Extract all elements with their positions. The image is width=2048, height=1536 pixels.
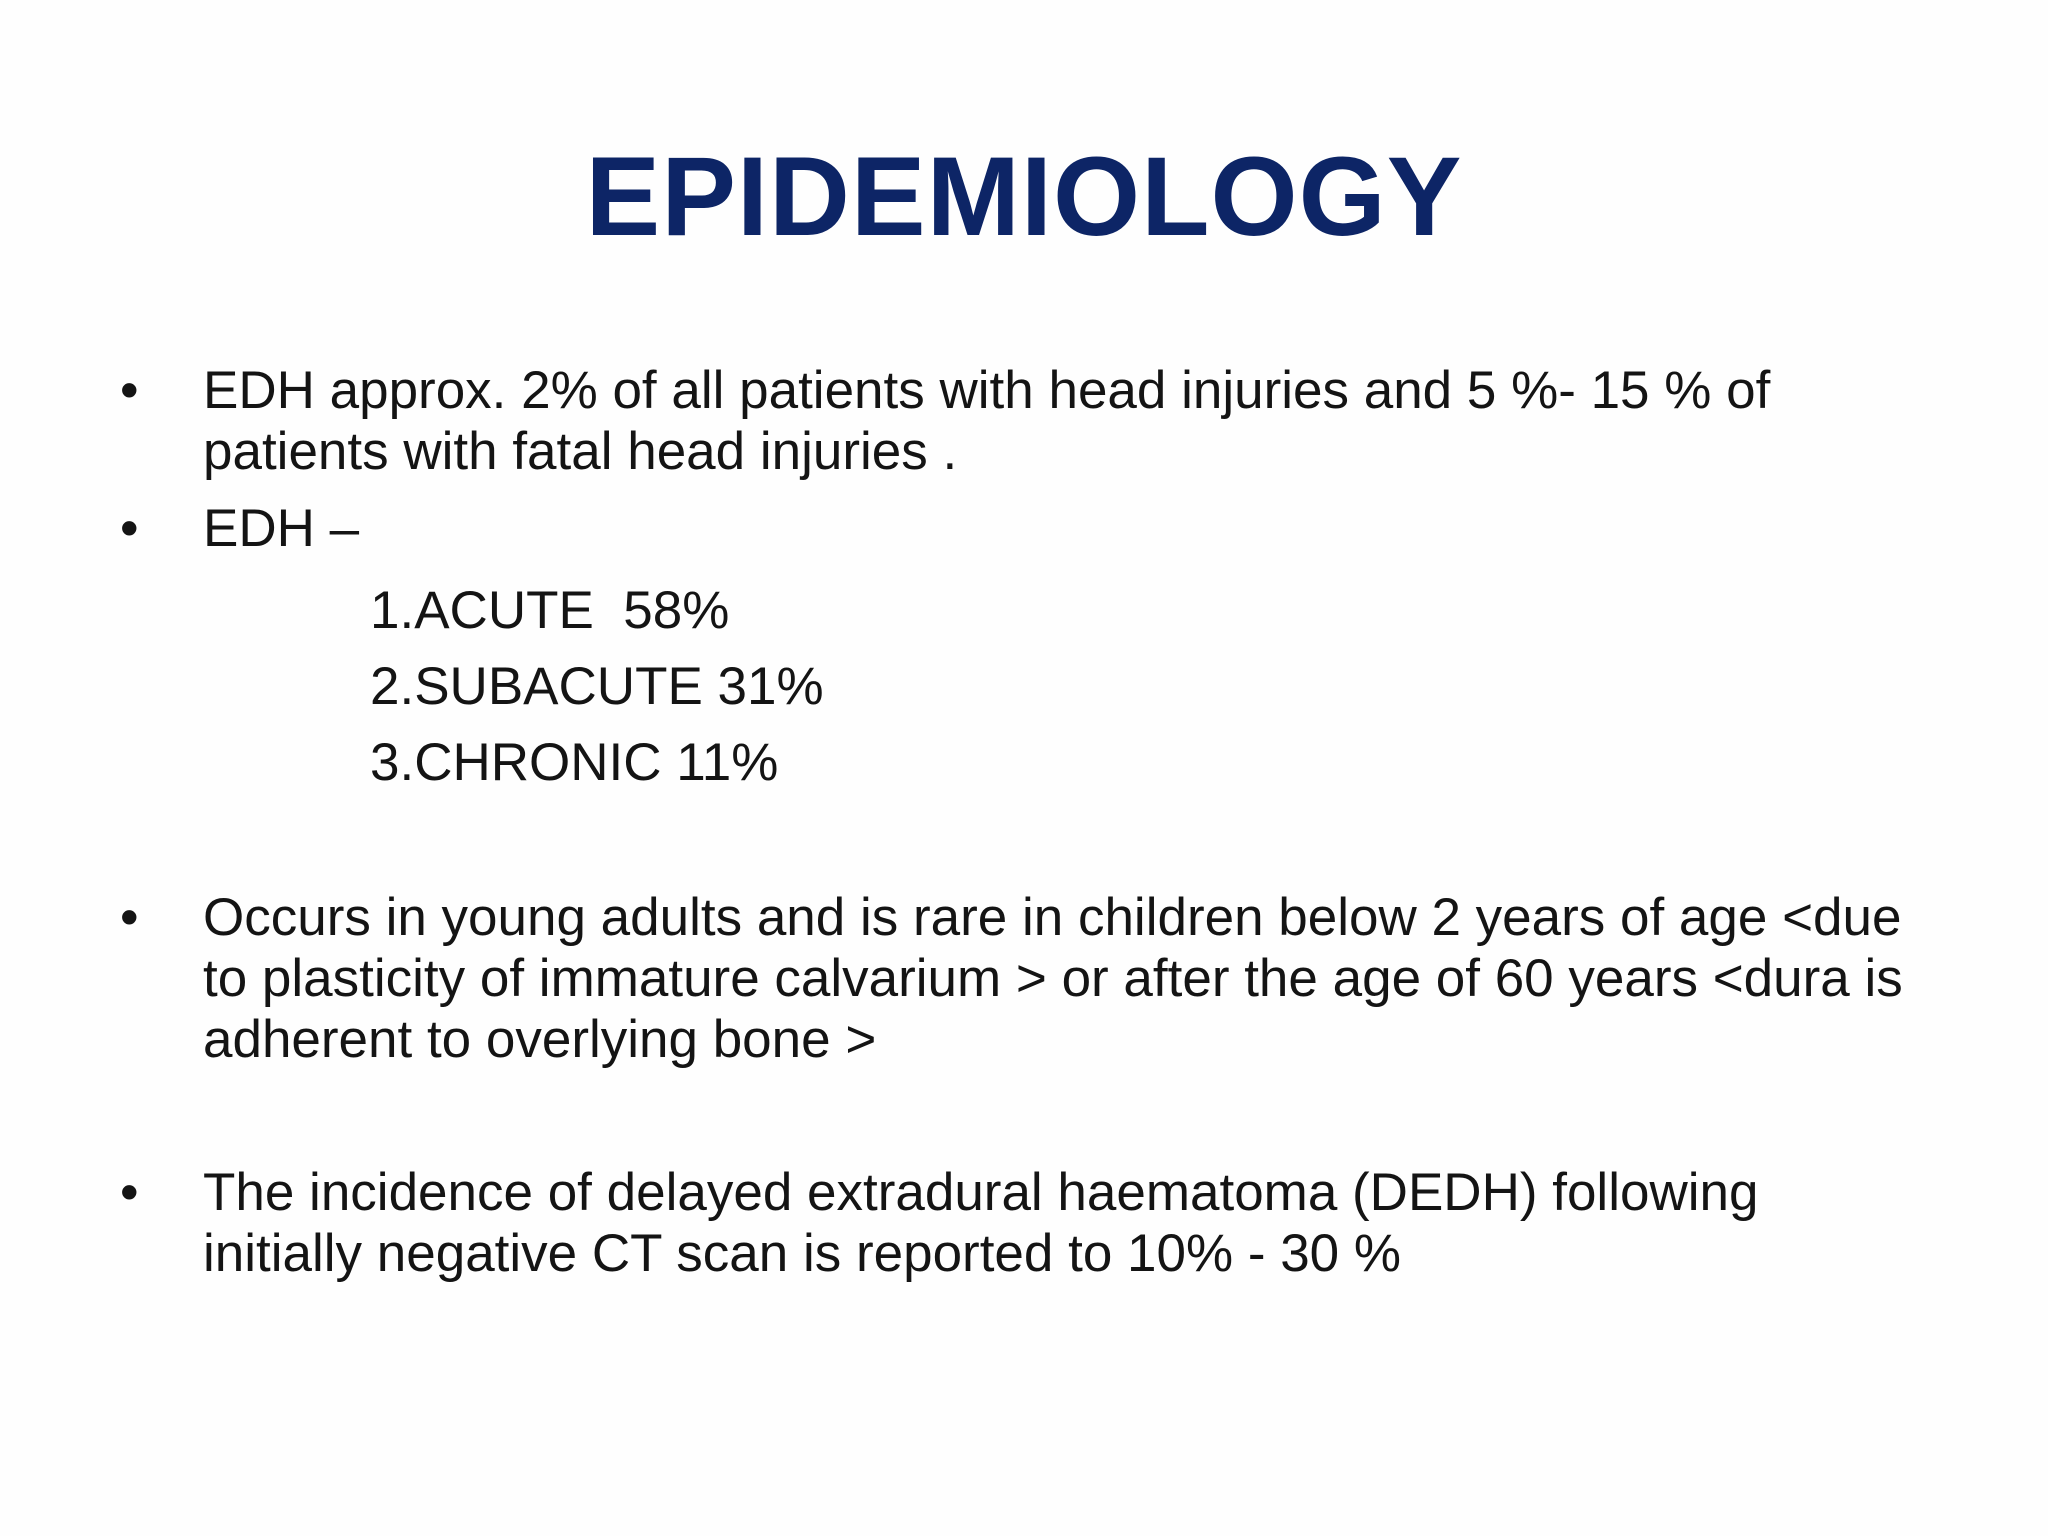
bullet-item: [120, 1162, 1910, 1284]
bullet-text: The incidence of delayed extradural haematoma (DEDH) following initially negative CT scan is reported to 10% - 30 %: [203, 1163, 1759, 1283]
edh-type-chronic: 3.CHRONIC 11%: [370, 733, 779, 792]
bullet-text: EDH approx. 2% of all patients with head injuries and 5 %- 15 % of patients with fatal head injuries .: [203, 361, 1771, 481]
bullet-item: [120, 360, 1910, 482]
edh-type-subacute: 2.SUBACUTE 31%: [370, 657, 824, 716]
slide-title: EPIDEMIOLOGY: [585, 134, 1463, 259]
bullet-text: Occurs in young adults and is rare in children below 2 years of age <due to plasticity of immature calvarium > or after the age of 60 years <dura is adherent to overlying bone >: [203, 888, 1903, 1069]
edh-type-acute: 1.ACUTE 58%: [370, 581, 730, 640]
bullet-dot-icon: •: [120, 888, 139, 947]
bullet-dot-icon: •: [120, 499, 139, 558]
bullet-item: [120, 887, 1910, 1070]
bullet-dot-icon: •: [120, 361, 139, 420]
bullet-dot-icon: •: [120, 1163, 139, 1222]
edh-types-list: [120, 573, 1910, 801]
slide-body: [120, 360, 1910, 1284]
bullet-text: EDH –: [203, 499, 360, 558]
bullet-item: [120, 498, 1910, 559]
